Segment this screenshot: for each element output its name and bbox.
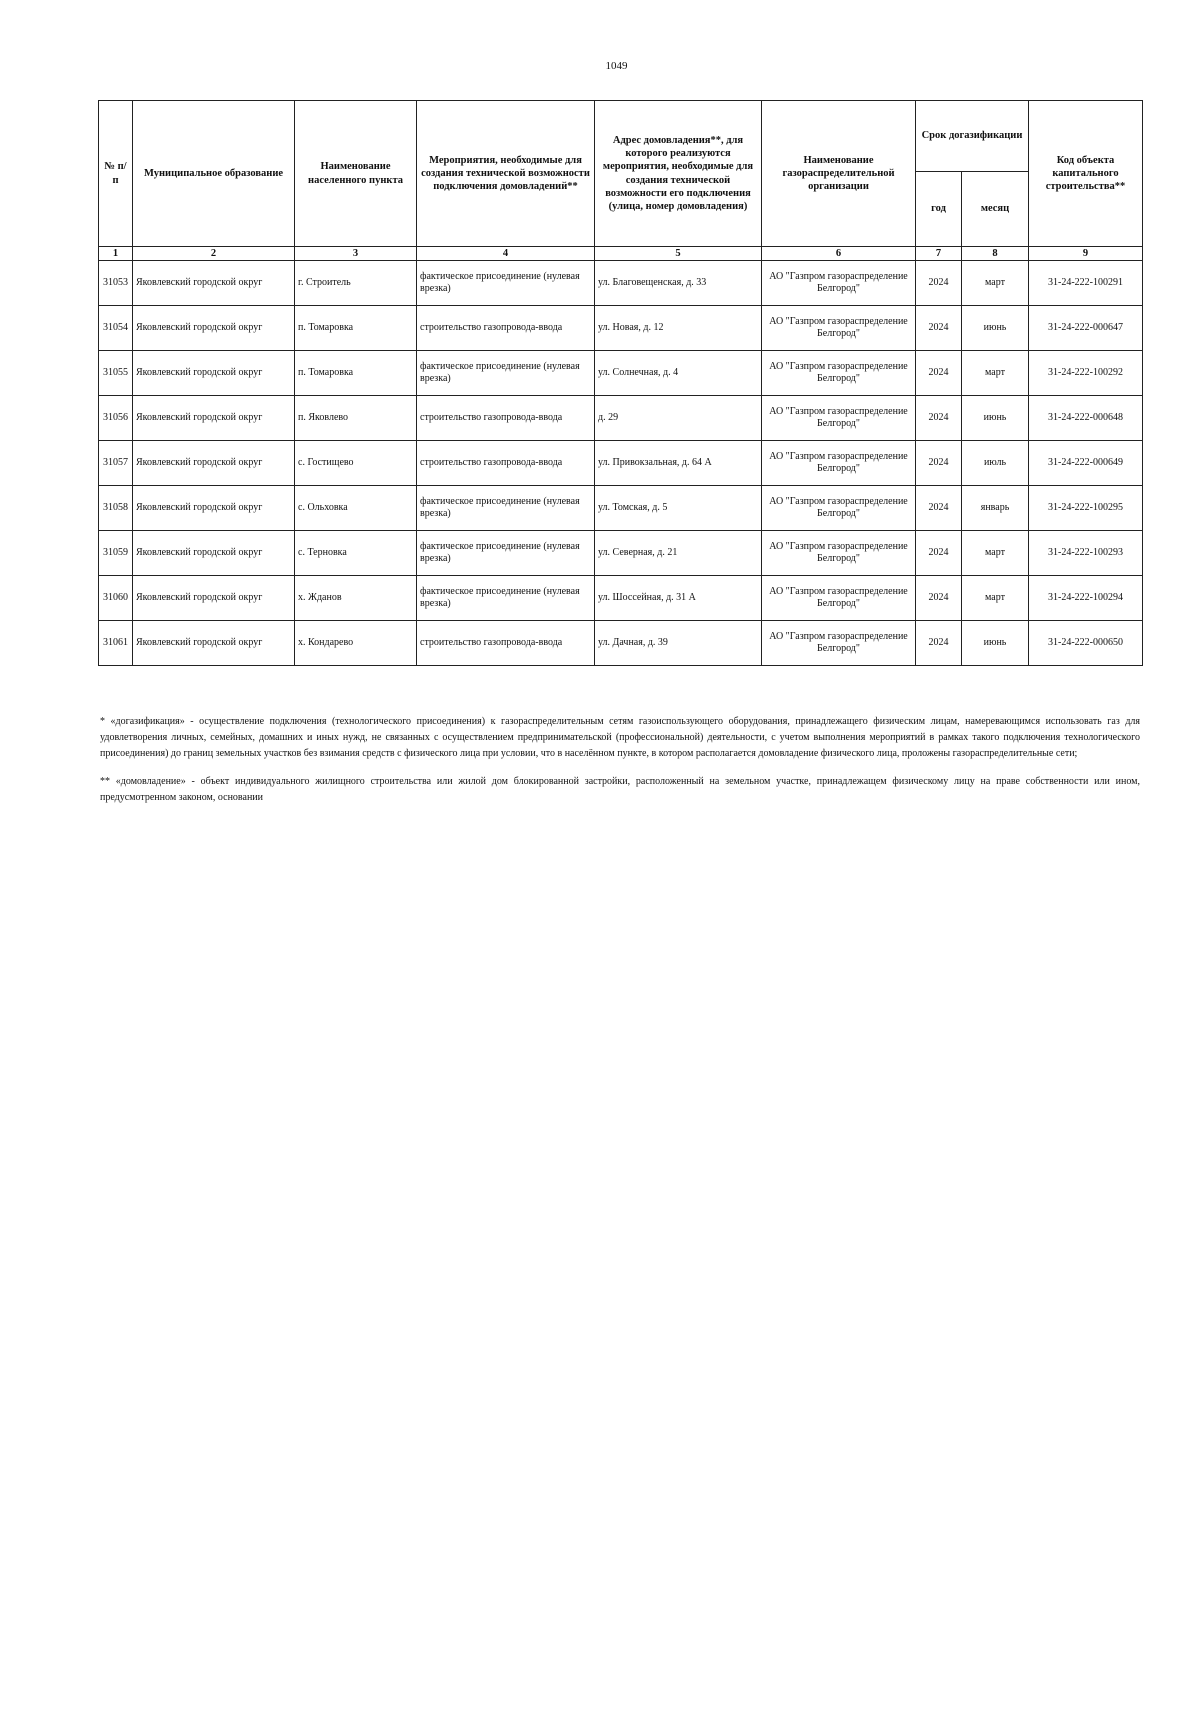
cell-organization: АО "Газпром газораспределение Белгород" <box>762 531 916 576</box>
header-year: год <box>916 172 962 247</box>
column-numbers-row <box>99 247 1143 261</box>
cell-month: март <box>962 261 1029 306</box>
column-number: 8 <box>962 247 1029 261</box>
cell-address: ул. Привокзальная, д. 64 А <box>595 441 762 486</box>
cell-code: 31-24-222-000650 <box>1029 621 1143 666</box>
gasification-table <box>98 100 1143 666</box>
cell-code: 31-24-222-000649 <box>1029 441 1143 486</box>
cell-year: 2024 <box>916 306 962 351</box>
cell-measure: строительство газопровода-ввода <box>417 396 595 441</box>
cell-organization: АО "Газпром газораспределение Белгород" <box>762 441 916 486</box>
cell-month: июнь <box>962 306 1029 351</box>
cell-measure: фактическое присоединение (нулевая врезка) <box>417 261 595 306</box>
cell-municipality: Яковлевский городской округ <box>133 261 295 306</box>
cell-municipality: Яковлевский городской округ <box>133 621 295 666</box>
cell-month: март <box>962 351 1029 396</box>
cell-measure: фактическое присоединение (нулевая врезка) <box>417 486 595 531</box>
cell-measure: строительство газопровода-ввода <box>417 441 595 486</box>
cell-locality: с. Терновка <box>295 531 417 576</box>
cell-code: 31-24-222-100295 <box>1029 486 1143 531</box>
cell-municipality: Яковлевский городской округ <box>133 531 295 576</box>
cell-code: 31-24-222-100294 <box>1029 576 1143 621</box>
cell-locality: г. Строитель <box>295 261 417 306</box>
cell-municipality: Яковлевский городской округ <box>133 486 295 531</box>
table-row <box>99 441 1143 486</box>
cell-address: ул. Новая, д. 12 <box>595 306 762 351</box>
table-row <box>99 531 1143 576</box>
cell-num: 31061 <box>99 621 133 666</box>
cell-code: 31-24-222-000648 <box>1029 396 1143 441</box>
cell-organization: АО "Газпром газораспределение Белгород" <box>762 621 916 666</box>
column-number: 9 <box>1029 247 1143 261</box>
cell-municipality: Яковлевский городской округ <box>133 396 295 441</box>
cell-code: 31-24-222-100292 <box>1029 351 1143 396</box>
table-row <box>99 396 1143 441</box>
cell-organization: АО "Газпром газораспределение Белгород" <box>762 576 916 621</box>
cell-municipality: Яковлевский городской округ <box>133 441 295 486</box>
cell-num: 31056 <box>99 396 133 441</box>
cell-month: январь <box>962 486 1029 531</box>
page-number: 1049 <box>605 60 628 72</box>
cell-measure: фактическое присоединение (нулевая врезка) <box>417 576 595 621</box>
header-locality: Наименование населенного пункта <box>295 101 417 247</box>
column-number: 5 <box>595 247 762 261</box>
cell-month: июнь <box>962 621 1029 666</box>
cell-address: ул. Томская, д. 5 <box>595 486 762 531</box>
cell-code: 31-24-222-100291 <box>1029 261 1143 306</box>
cell-year: 2024 <box>916 486 962 531</box>
table-row <box>99 306 1143 351</box>
cell-month: март <box>962 531 1029 576</box>
cell-locality: х. Жданов <box>295 576 417 621</box>
cell-code: 31-24-222-000647 <box>1029 306 1143 351</box>
column-number: 3 <box>295 247 417 261</box>
footnote-gasification: * «догазификация» - осуществление подключения (технологического присоединения) к газораспределительным сетям газоиспользующего оборудования, принадлежащего физическим лицам, намеревающимся использовать газ для удовлетворения личных, семейных, домашних и иных нужд, не связанных с осуществлением предпринимательской (профессиональной) деятельности, с учетом выполнения мероприятий в рамках такого подключения технологического присоединения) до границ земельных участков без взимания средств с физического лица при условии, что в населённом пункте, в котором располагается домовладение физического лица, проложены газораспределительные сети; <box>100 716 1140 759</box>
cell-num: 31058 <box>99 486 133 531</box>
table-header <box>99 101 1143 261</box>
cell-locality: с. Гостищево <box>295 441 417 486</box>
cell-year: 2024 <box>916 576 962 621</box>
cell-address: ул. Солнечная, д. 4 <box>595 351 762 396</box>
header-code: Код объекта капитального строительства** <box>1029 101 1143 247</box>
cell-measure: строительство газопровода-ввода <box>417 621 595 666</box>
header-month: месяц <box>962 172 1029 247</box>
table-row <box>99 576 1143 621</box>
column-number: 7 <box>916 247 962 261</box>
cell-num: 31059 <box>99 531 133 576</box>
cell-num: 31055 <box>99 351 133 396</box>
cell-address: ул. Северная, д. 21 <box>595 531 762 576</box>
cell-locality: п. Яковлево <box>295 396 417 441</box>
cell-year: 2024 <box>916 261 962 306</box>
cell-organization: АО "Газпром газораспределение Белгород" <box>762 396 916 441</box>
cell-locality: с. Ольховка <box>295 486 417 531</box>
table-row <box>99 621 1143 666</box>
cell-measure: фактическое присоединение (нулевая врезка) <box>417 531 595 576</box>
column-number: 1 <box>99 247 133 261</box>
footnotes <box>100 714 1140 818</box>
header-organization: Наименование газораспределительной организации <box>762 101 916 247</box>
cell-year: 2024 <box>916 441 962 486</box>
cell-municipality: Яковлевский городской округ <box>133 306 295 351</box>
cell-address: д. 29 <box>595 396 762 441</box>
footnote-household: ** «домовладение» - объект индивидуального жилищного строительства или жилой дом блокированной застройки, расположенный на земельном участке, принадлежащем физическому лицу на праве собственности или ином, предусмотренном законом, основании <box>100 776 1140 803</box>
cell-address: ул. Шоссейная, д. 31 А <box>595 576 762 621</box>
cell-locality: п. Томаровка <box>295 351 417 396</box>
cell-year: 2024 <box>916 621 962 666</box>
cell-organization: АО "Газпром газораспределение Белгород" <box>762 351 916 396</box>
column-number: 4 <box>417 247 595 261</box>
cell-address: ул. Благовещенская, д. 33 <box>595 261 762 306</box>
cell-address: ул. Дачная, д. 39 <box>595 621 762 666</box>
cell-locality: х. Кондарево <box>295 621 417 666</box>
cell-month: март <box>962 576 1029 621</box>
cell-organization: АО "Газпром газораспределение Белгород" <box>762 486 916 531</box>
column-number: 6 <box>762 247 916 261</box>
cell-num: 31060 <box>99 576 133 621</box>
header-address: Адрес домовладения**, для которого реализуются мероприятия, необходимые для создания технической возможности его подключения (улица, номер домовладения) <box>595 101 762 247</box>
cell-locality: п. Томаровка <box>295 306 417 351</box>
cell-organization: АО "Газпром газораспределение Белгород" <box>762 261 916 306</box>
cell-year: 2024 <box>916 351 962 396</box>
cell-num: 31053 <box>99 261 133 306</box>
cell-month: июнь <box>962 396 1029 441</box>
cell-code: 31-24-222-100293 <box>1029 531 1143 576</box>
cell-year: 2024 <box>916 531 962 576</box>
column-number: 2 <box>133 247 295 261</box>
cell-organization: АО "Газпром газораспределение Белгород" <box>762 306 916 351</box>
table-row <box>99 351 1143 396</box>
header-num: № п/п <box>99 101 133 247</box>
table-row <box>99 261 1143 306</box>
header-measures: Мероприятия, необходимые для создания технической возможности подключения домовладений** <box>417 101 595 247</box>
cell-num: 31057 <box>99 441 133 486</box>
header-municipality: Муниципальное образование <box>133 101 295 247</box>
table-body <box>99 261 1143 666</box>
table-row <box>99 486 1143 531</box>
cell-month: июль <box>962 441 1029 486</box>
cell-municipality: Яковлевский городской округ <box>133 351 295 396</box>
cell-year: 2024 <box>916 396 962 441</box>
cell-municipality: Яковлевский городской округ <box>133 576 295 621</box>
cell-measure: фактическое присоединение (нулевая врезка) <box>417 351 595 396</box>
cell-num: 31054 <box>99 306 133 351</box>
cell-measure: строительство газопровода-ввода <box>417 306 595 351</box>
header-deadline: Срок догазификации <box>916 101 1029 172</box>
